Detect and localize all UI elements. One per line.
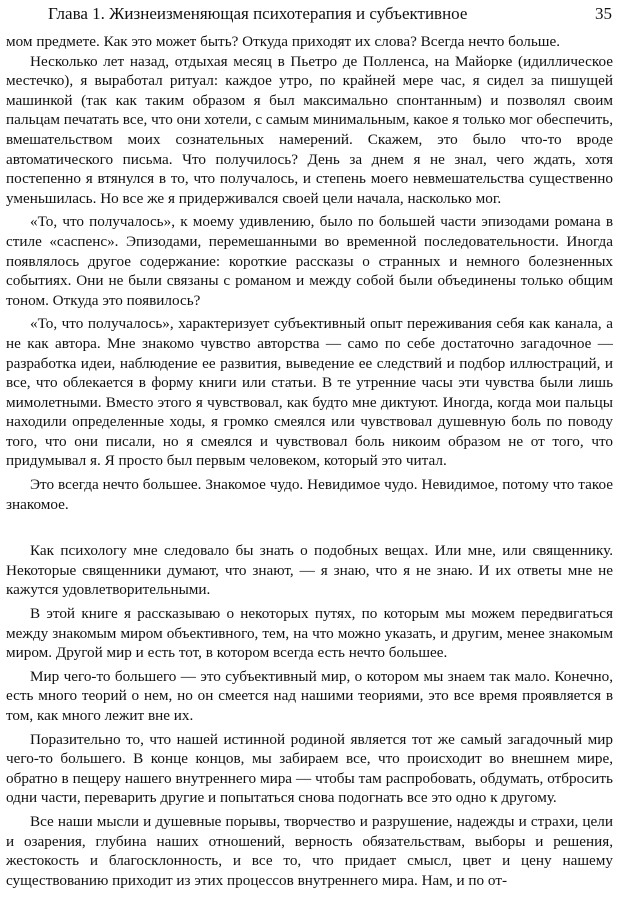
paragraph: мом предмете. Как это может быть? Откуда приходят их слова? Всегда нечто больше.	[6, 33, 561, 50]
paragraph: «То, что получалось», к моему удивлению, было по большей части эпизодами романа в стиле «саспенс». Эпизодами, перемешанными во временной последовательности. Иногда появлялось другое содержание: короткие рассказы о странных и немного болезненных событиях. Они не были связаны с романом и между собой были объединены только общим тоном. Откуда это появилось?	[6, 213, 613, 309]
page-number: 35	[595, 4, 612, 23]
body-text	[6, 32, 613, 890]
paragraph: Все наши мысли и душевные порывы, творчество и разрушение, надежды и страхи, цели и озарения, глубина наших отношений, верность обязательствам, выборы и решения, жестокость и благосклонность, и все то, что придает смысл, цвет и цену нашему существованию приходит из этих процессов внутреннего мира. Нам, и по от-	[6, 812, 613, 889]
chapter-title: Глава 1. Жизнеизменяющая психотерапия и субъективное	[48, 4, 468, 23]
paragraph: Как психологу мне следовало бы знать о подобных вещах. Или мне, или священнику. Некоторые священники думают, что знают, — я знаю, что я не знаю. И их ответы мне не кажутся удовлетворительными.	[6, 542, 613, 599]
paragraph: «То, что получалось», характеризует субъективный опыт переживания себя как канала, а не как автора. Мне знакомо чувство авторства — само по себе достаточно загадочное — разработка идеи, наблюдение ее развития, выведение ее следствий и подбор иллюстраций, и все, что облекается в форму книги или статьи. В те утренние часы эти чувства были лишь мимолетными. Вместо этого я чувствовал, как будто мне диктуют. Иногда, когда мои пальцы находили определенные ходы, я громко смеялся или чувствовал душевную боль по поводу того, что они писали, но я смеялся и чувствовал боль никоим образом не от того, что придумывал я. Я просто был первым человеком, который это читал.	[6, 315, 613, 470]
paragraph: Мир чего-то большего — это субъективный мир, о котором мы знаем так мало. Конечно, есть много теорий о нем, но он смеется над нашими теориями, это все время проявляется в том, как много лежит вне их.	[6, 667, 613, 724]
paragraph: Несколько лет назад, отдыхая месяц в Пьетро де Полленса, на Майорке (идиллическое местечко), я выработал ритуал: каждое утро, по крайней мере час, я сидел за пишущей машинкой (так как таким образом я был максимально спонтанным) и позволял своим пальцам печатать все, что они хотели, с самым минимальным, какое я только мог обеспечить, вмешательством моих сознательных намерений. Скажем, это было что-то вроде автоматического письма. Что получилось? День за днем я не знал, чего ждать, хотя постепенно я втянулся в то, что получалось, и степень моего невмешательства существенно уменьшилась. Но все же я придерживался своей цели начала, насколько мог.	[6, 52, 613, 207]
paragraph: Это всегда нечто большее. Знакомое чудо. Невидимое чудо. Невидимое, потому что такое знакомое.	[6, 476, 613, 513]
paragraph: В этой книге я рассказываю о некоторых путях, по которым мы можем передвигаться между знакомым миром объективного, тем, на что можно указать, и другим, менее знакомым миром. Другой мир и есть тот, в котором всегда есть нечто большее.	[6, 605, 613, 662]
paragraph: Поразительно то, что нашей истинной родиной является тот же самый загадочный мир чего-то большего. В конце концов, мы забираем все, что происходит во внешнем мире, обратно в пещеру нашего внутреннего мира — чтобы там распробовать, обдумать, отбросить одни части, переварить другие и попытаться снова подогнать все это одно к другому.	[6, 730, 613, 807]
running-header	[6, 3, 612, 25]
